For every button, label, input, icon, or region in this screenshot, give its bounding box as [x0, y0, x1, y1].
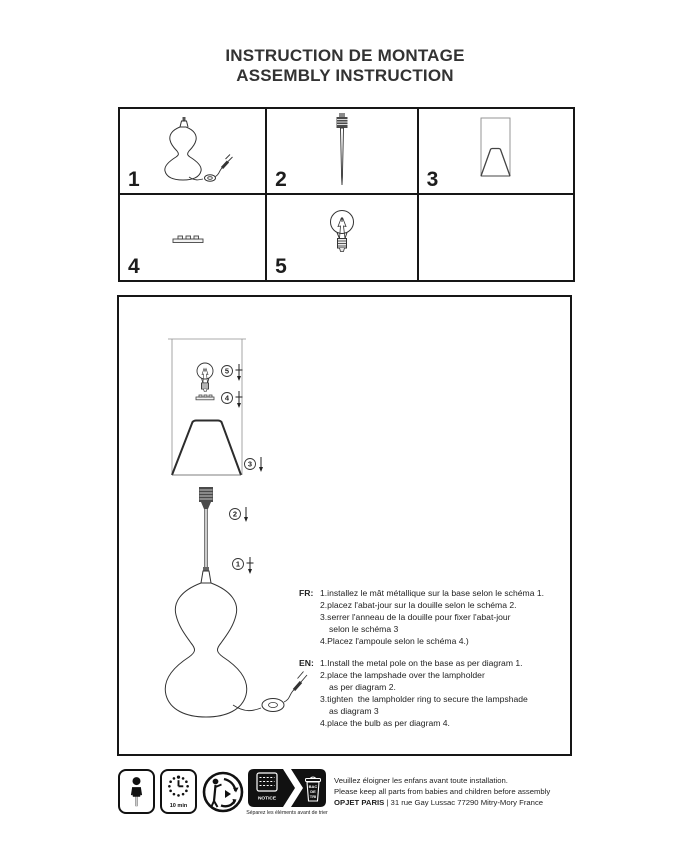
footer-address-line — [334, 797, 584, 808]
clock-icon — [162, 771, 195, 812]
svg-text:3: 3 — [247, 459, 253, 469]
one-person-assembly-badge — [118, 769, 155, 814]
part-number: 2 — [275, 168, 287, 192]
lamp-base-icon — [120, 109, 267, 193]
en-step-2-cont: as per diagram 2. — [329, 682, 396, 692]
brand-name: OPJET PARIS — [334, 798, 385, 807]
title-line-en: ASSEMBLY INSTRUCTION — [236, 66, 454, 85]
footer-text — [334, 775, 584, 808]
en-step-3-cont: as diagram 3 — [329, 706, 379, 716]
footer-warning-fr: Veuillez éloigner les enfans avant toute installation. — [334, 776, 508, 785]
address: | 31 rue Gay Lussac 77290 Mitry-Mory France — [386, 798, 544, 807]
pole-drawing — [199, 487, 213, 571]
screw-down-icon — [236, 391, 243, 404]
lampshade-icon — [419, 109, 572, 193]
assembly-time-badge — [160, 769, 197, 814]
bin-label-1: BAC — [308, 784, 318, 789]
arrow-head — [244, 517, 248, 522]
title-line-fr: INSTRUCTION DE MONTAGE — [225, 46, 465, 65]
en-label: EN: — [299, 658, 314, 668]
fr-step-3-cont: selon le schéma 3 — [329, 624, 399, 634]
callout-5 — [222, 364, 243, 381]
part-number: 4 — [128, 254, 140, 278]
shade-drawing — [172, 421, 241, 476]
footer-warning-en: Please keep all parts from babies and children before assembly — [334, 787, 551, 796]
callout-3 — [245, 457, 264, 472]
en-step-2: 2.place the lampshade over the lampholder — [320, 670, 485, 680]
fr-step-4: 4.Placez l'ampoule selon le schéma 4.) — [320, 636, 469, 646]
arrow-head — [259, 467, 263, 472]
person-icon — [120, 771, 153, 812]
lampholder-ring-icon — [120, 195, 267, 279]
part-cell-1 — [120, 109, 267, 195]
page-title — [0, 46, 690, 86]
time-label: 10 min — [169, 803, 188, 810]
part-cell-empty — [419, 195, 573, 280]
notice-label: NOTICE — [257, 796, 277, 802]
part-cell-2 — [267, 109, 419, 195]
bin-label-3: TRI — [309, 794, 317, 799]
fr-step-3: 3.serrer l'anneau de la douille pour fixer l'abat-jour — [320, 612, 511, 622]
arrow-head — [237, 376, 241, 381]
svg-text:2: 2 — [232, 509, 238, 519]
fr-step-1: 1.installez le mât métallique sur la base selon le schéma 1. — [320, 588, 545, 598]
assembly-diagram — [117, 295, 572, 756]
fr-step-2: 2.placez l'abat-jour sur la douille selon le schéma 2. — [320, 600, 517, 610]
part-number: 1 — [128, 168, 140, 192]
instructions-en — [299, 657, 584, 729]
parts-grid — [118, 107, 575, 282]
callout-4 — [222, 391, 243, 408]
callout-2 — [230, 507, 249, 522]
part-cell-3 — [419, 109, 573, 195]
bulb-icon — [267, 195, 418, 279]
svg-text:1: 1 — [235, 559, 241, 569]
ring-drawing — [196, 395, 214, 400]
triman-recycling-icon — [201, 768, 245, 815]
svg-text:4: 4 — [224, 393, 230, 403]
part-number: 5 — [275, 254, 287, 278]
part-cell-4 — [120, 195, 267, 280]
sort-caption: Séparez les éléments avant de trier — [246, 810, 328, 816]
part-number: 3 — [426, 168, 439, 192]
en-step-1: 1.Install the metal pole on the base as per diagram 1. — [320, 658, 523, 668]
callout-1 — [233, 557, 254, 574]
screw-down-icon — [236, 364, 243, 377]
arrow-head — [248, 569, 252, 574]
svg-text:5: 5 — [224, 366, 230, 376]
notice-sorting-badge — [247, 768, 327, 808]
part-cell-5 — [267, 195, 419, 280]
bulb-drawing — [197, 363, 213, 392]
instructions-fr — [299, 587, 584, 647]
bin-label-2: DE — [310, 789, 316, 794]
screw-down-icon — [247, 557, 254, 570]
metal-pole-icon — [267, 109, 418, 193]
en-step-4: 4.place the bulb as per diagram 4. — [320, 718, 450, 728]
base-drawing — [165, 567, 307, 717]
en-step-3: 3.tighten the lampholder ring to secure the lampshade — [320, 694, 528, 704]
fr-label: FR: — [299, 588, 314, 598]
arrow-head — [237, 403, 241, 408]
